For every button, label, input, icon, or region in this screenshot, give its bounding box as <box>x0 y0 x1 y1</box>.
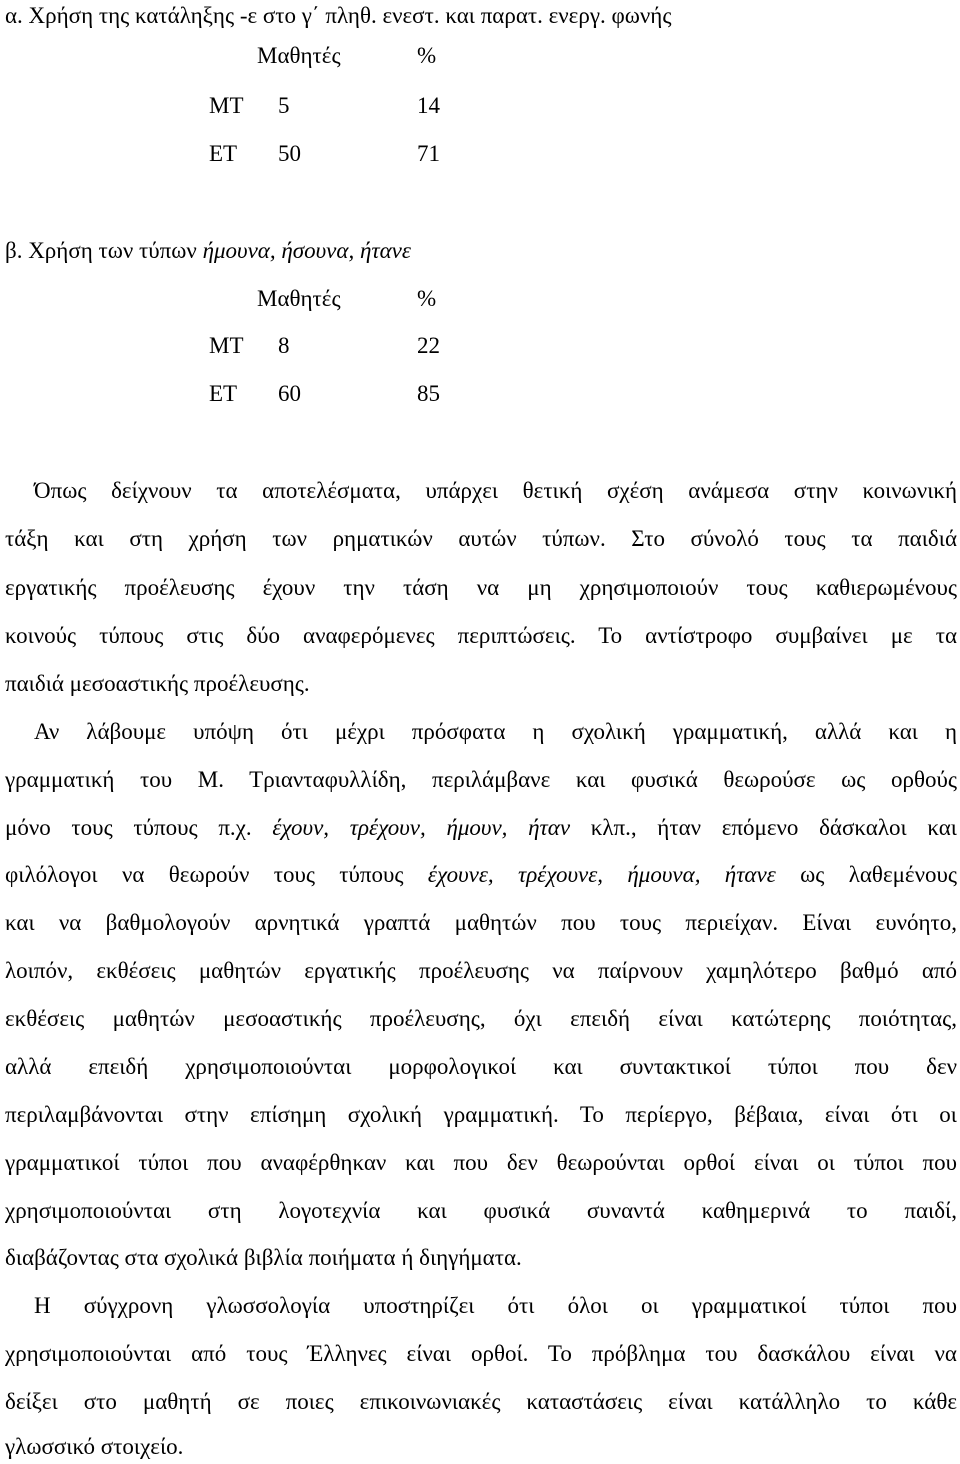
table-cell-students: 50 <box>278 141 301 166</box>
table-header-percent: % <box>417 43 437 68</box>
italic-verb-forms: έχουνε, τρέχουνε, ήμουνα, ήτανε <box>427 862 776 887</box>
paragraph-line: παιδιά μεσοαστικής προέλευσης. <box>5 671 310 696</box>
paragraph-line: γλωσσικό στοιχείο. <box>5 1434 184 1459</box>
paragraph-line: Αν λάβουμε υπόψη ότι μέχρι πρόσφατα η σχολική γραμματική, αλλά και η <box>34 719 957 744</box>
paragraph-line: γραμματικοί τύποι που αναφέρθηκαν και που δεν θεωρούνται ορθοί είναι οι τύποι που <box>5 1150 957 1175</box>
paragraph-line: Η σύγχρονη γλωσσολογία υποστηρίζει ότι όλοι οι γραμματικοί τύποι που <box>34 1293 957 1318</box>
table-cell-group: ΜΤ <box>209 333 244 358</box>
paragraph-line: περιλαμβάνονται στην επίσημη σχολική γραμματική. Το περίεργο, βέβαια, είναι ότι οι <box>5 1102 957 1127</box>
table-header-percent: % <box>417 286 437 311</box>
paragraph-line: διαβάζοντας στα σχολικά βιβλία ποιήματα ή διηγήματα. <box>5 1245 522 1270</box>
table-cell-group: ΜΤ <box>209 93 244 118</box>
table-cell-percent: 71 <box>417 141 440 166</box>
paragraph-line: γραμματική του Μ. Τριανταφυλλίδη, περιλάμβανε και φυσικά θεωρούσε ως ορθούς <box>5 767 957 792</box>
paragraph-line: αλλά επειδή χρησιμοποιούνται μορφολογικοί και συντακτικοί τύποι που δεν <box>5 1054 957 1079</box>
section-b-heading-text: β. Χρήση των τύπων <box>5 238 203 263</box>
paragraph-line <box>5 860 957 890</box>
table-cell-students: 60 <box>278 381 301 406</box>
paragraph-line: τάξη και στη χρήση των ρηματικών αυτών τύπων. Στο σύνολό τους τα παιδιά <box>5 526 957 551</box>
section-b-heading <box>5 236 957 266</box>
table-cell-percent: 85 <box>417 381 440 406</box>
paragraph-line <box>5 813 957 843</box>
table-header-students: Μαθητές <box>257 43 341 68</box>
text-run: φιλόλογοι να θεωρούν τους τύπους <box>5 862 428 887</box>
paragraph-line: δείξει στο μαθητή σε ποιες επικοινωνιακές καταστάσεις είναι κατάλληλο το κάθε <box>5 1389 957 1414</box>
table-cell-students: 8 <box>278 333 290 358</box>
paragraph-line: εργατικής προέλευσης έχουν την τάση να μη χρησιμοποιούν τους καθιερωμένους <box>5 575 957 600</box>
text-run: ως λαθεμένους <box>775 862 957 887</box>
table-cell-percent: 14 <box>417 93 440 118</box>
table-cell-percent: 22 <box>417 333 440 358</box>
paragraph-line: χρησιμοποιούνται από τους Έλληνες είναι ορθοί. Το πρόβλημα του δασκάλου είναι να <box>5 1341 957 1366</box>
table-cell-group: ΕΤ <box>209 141 238 166</box>
table-header-students: Μαθητές <box>257 286 341 311</box>
text-run: μόνο τους τύπους π.χ. <box>5 815 273 840</box>
section-b-heading-forms: ήμουνα, ήσουνα, ήτανε <box>202 238 411 263</box>
paragraph-line: λοιπόν, εκθέσεις μαθητών εργατικής προέλευσης να παίρνουν χαμηλότερο βαθμό από <box>5 958 957 983</box>
section-a-heading: α. Χρήση της κατάληξης -ε στο γ΄ πληθ. ενεστ. και παρατ. ενεργ. φωνής <box>5 3 672 28</box>
paragraph-line: Όπως δείχνουν τα αποτελέσματα, υπάρχει θετική σχέση ανάμεσα στην κοινωνική <box>34 478 957 503</box>
paragraph-line: εκθέσεις μαθητών μεσοαστικής προέλευσης, όχι επειδή είναι κατώτερης ποιότητας, <box>5 1006 957 1031</box>
italic-verb-forms: έχουν, τρέχουν, ήμουν, ήταν <box>272 815 571 840</box>
table-cell-students: 5 <box>278 93 290 118</box>
paragraph-line: χρησιμοποιούνται στη λογοτεχνία και φυσικά συναντά καθημερινά το παιδί, <box>5 1198 957 1223</box>
paragraph-line: κοινούς τύπους στις δύο αναφερόμενες περιπτώσεις. Το αντίστροφο συμβαίνει με τα <box>5 623 957 648</box>
paragraph-line: και να βαθμολογούν αρνητικά γραπτά μαθητών που τους περιείχαν. Είναι ευνόητο, <box>5 910 957 935</box>
table-cell-group: ΕΤ <box>209 381 238 406</box>
text-run: κλπ., ήταν επόμενο δάσκαλοι και <box>570 815 957 840</box>
